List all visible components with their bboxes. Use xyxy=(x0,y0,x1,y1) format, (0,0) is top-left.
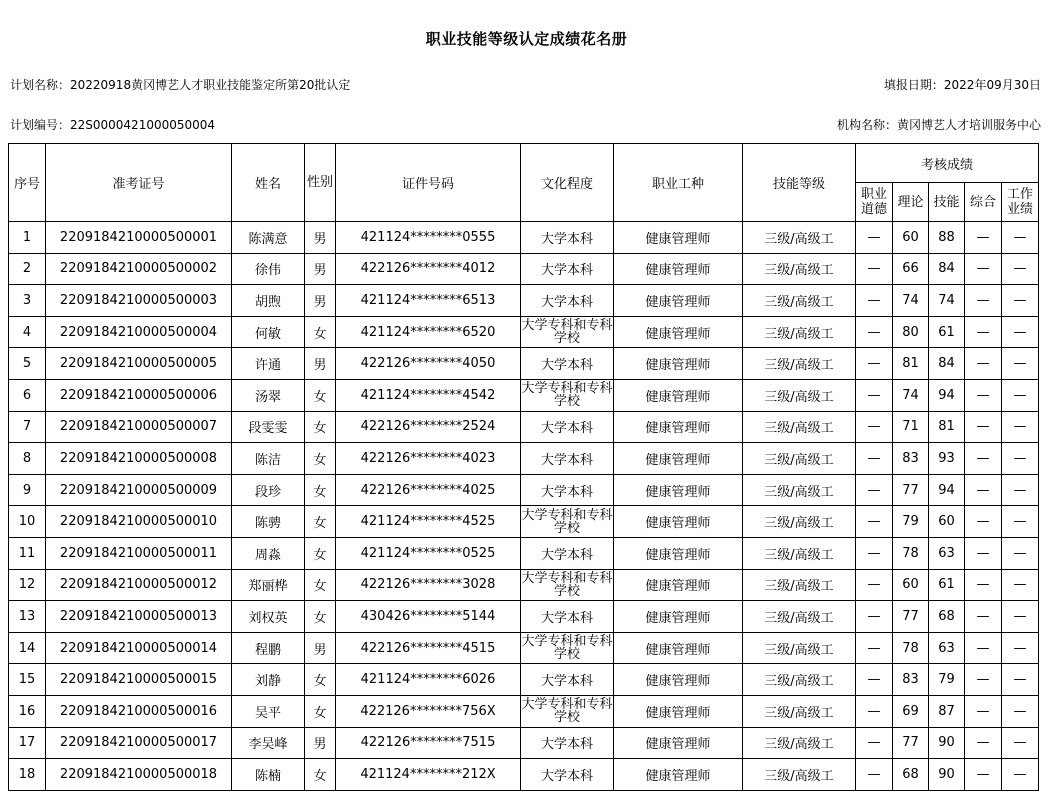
cell-id-no: 421124********6520 xyxy=(336,316,521,348)
cell-ethics: — xyxy=(856,727,893,759)
cell-ethics: — xyxy=(856,411,893,443)
table-row xyxy=(9,664,1039,696)
cell-id-no: 421124********4525 xyxy=(336,506,521,538)
cell-work: — xyxy=(1002,379,1039,411)
cell-ethics: — xyxy=(856,632,893,664)
cell-gender: 女 xyxy=(305,443,336,475)
cell-theory: 81 xyxy=(893,348,929,380)
cell-ethics: — xyxy=(856,348,893,380)
cell-gender: 女 xyxy=(305,474,336,506)
cell-comprehensive: — xyxy=(965,348,1002,380)
cell-occupation: 健康管理师 xyxy=(614,285,743,317)
cell-skill: 81 xyxy=(929,411,965,443)
cell-gender: 男 xyxy=(305,285,336,317)
cell-id-no: 422126********2524 xyxy=(336,411,521,443)
cell-level: 三级/高级工 xyxy=(743,601,856,633)
cell-occupation: 健康管理师 xyxy=(614,506,743,538)
cell-theory: 77 xyxy=(893,727,929,759)
cell-comprehensive: — xyxy=(965,569,1002,601)
cell-name: 何敏 xyxy=(232,316,305,348)
cell-occupation: 健康管理师 xyxy=(614,537,743,569)
cell-exam-no: 2209184210000500017 xyxy=(46,727,232,759)
cell-comprehensive: — xyxy=(965,411,1002,443)
cell-comprehensive: — xyxy=(965,601,1002,633)
cell-theory: 78 xyxy=(893,632,929,664)
cell-ethics: — xyxy=(856,379,893,411)
cell-level: 三级/高级工 xyxy=(743,537,856,569)
header-seq: 序号 xyxy=(9,144,46,222)
table-row xyxy=(9,348,1039,380)
cell-education: 大学专科和专科学校 xyxy=(521,570,613,599)
cell-comprehensive: — xyxy=(965,379,1002,411)
cell-skill: 88 xyxy=(929,222,965,254)
cell-name: 李吴峰 xyxy=(232,727,305,759)
cell-work: — xyxy=(1002,316,1039,348)
cell-name: 程鹏 xyxy=(232,632,305,664)
cell-work: — xyxy=(1002,506,1039,538)
cell-id-no: 422126********3028 xyxy=(336,569,521,601)
cell-occupation: 健康管理师 xyxy=(614,316,743,348)
cell-comprehensive: — xyxy=(965,664,1002,696)
cell-seq: 12 xyxy=(9,569,46,601)
header-ethics: 职业道德 xyxy=(856,183,893,222)
cell-exam-no: 2209184210000500014 xyxy=(46,632,232,664)
cell-comprehensive: — xyxy=(965,695,1002,727)
cell-name: 陈满意 xyxy=(232,222,305,254)
cell-ethics: — xyxy=(856,601,893,633)
cell-education: 大学专科和专科学校 xyxy=(521,507,613,536)
cell-education: 大学本科 xyxy=(521,474,614,506)
cell-occupation: 健康管理师 xyxy=(614,569,743,601)
cell-occupation: 健康管理师 xyxy=(614,664,743,696)
cell-level: 三级/高级工 xyxy=(743,474,856,506)
cell-id-no: 421124********6026 xyxy=(336,664,521,696)
cell-theory: 83 xyxy=(893,664,929,696)
cell-education: 大学本科 xyxy=(521,443,614,475)
cell-level: 三级/高级工 xyxy=(743,695,856,727)
cell-gender: 女 xyxy=(305,664,336,696)
cell-level: 三级/高级工 xyxy=(743,316,856,348)
cell-education: 大学本科 xyxy=(521,285,614,317)
cell-education: 大学本科 xyxy=(521,411,614,443)
cell-gender: 女 xyxy=(305,601,336,633)
cell-comprehensive: — xyxy=(965,759,1002,791)
cell-exam-no: 2209184210000500015 xyxy=(46,664,232,696)
cell-ethics: — xyxy=(856,316,893,348)
cell-seq: 8 xyxy=(9,443,46,475)
cell-name: 陈洁 xyxy=(232,443,305,475)
header-id-no: 证件号码 xyxy=(336,144,521,222)
header-name: 姓名 xyxy=(232,144,305,222)
cell-id-no: 422126********4050 xyxy=(336,348,521,380)
cell-skill: 63 xyxy=(929,632,965,664)
cell-seq: 10 xyxy=(9,506,46,538)
header-scores: 考核成绩 xyxy=(856,144,1039,183)
cell-level: 三级/高级工 xyxy=(743,253,856,285)
cell-seq: 18 xyxy=(9,759,46,791)
cell-work: — xyxy=(1002,664,1039,696)
cell-gender: 女 xyxy=(305,411,336,443)
cell-exam-no: 2209184210000500005 xyxy=(46,348,232,380)
cell-id-no: 421124********0525 xyxy=(336,537,521,569)
cell-name: 许通 xyxy=(232,348,305,380)
cell-id-no: 422126********4515 xyxy=(336,632,521,664)
table-row xyxy=(9,506,1039,538)
cell-ethics: — xyxy=(856,443,893,475)
cell-level: 三级/高级工 xyxy=(743,348,856,380)
cell-ethics: — xyxy=(856,759,893,791)
cell-occupation: 健康管理师 xyxy=(614,727,743,759)
cell-level: 三级/高级工 xyxy=(743,379,856,411)
cell-education: 大学本科 xyxy=(521,222,614,254)
cell-level: 三级/高级工 xyxy=(743,632,856,664)
cell-level: 三级/高级工 xyxy=(743,443,856,475)
cell-gender: 女 xyxy=(305,537,336,569)
cell-theory: 80 xyxy=(893,316,929,348)
cell-work: — xyxy=(1002,222,1039,254)
cell-work: — xyxy=(1002,695,1039,727)
cell-work: — xyxy=(1002,348,1039,380)
plan-number: 计划编号：22S0000421000050004 xyxy=(10,118,216,132)
cell-occupation: 健康管理师 xyxy=(614,379,743,411)
cell-seq: 14 xyxy=(9,632,46,664)
header-occupation: 职业工种 xyxy=(614,144,743,222)
cell-theory: 79 xyxy=(893,506,929,538)
cell-education: 大学本科 xyxy=(521,253,614,285)
cell-theory: 83 xyxy=(893,443,929,475)
cell-seq: 15 xyxy=(9,664,46,696)
header-exam-no: 准考证号 xyxy=(46,144,232,222)
cell-occupation: 健康管理师 xyxy=(614,474,743,506)
cell-ethics: — xyxy=(856,537,893,569)
cell-work: — xyxy=(1002,253,1039,285)
cell-skill: 87 xyxy=(929,695,965,727)
cell-name: 刘权英 xyxy=(232,601,305,633)
cell-ethics: — xyxy=(856,569,893,601)
page-title: 职业技能等级认定成绩花名册 xyxy=(425,30,628,48)
cell-id-no: 421124********6513 xyxy=(336,285,521,317)
cell-skill: 61 xyxy=(929,569,965,601)
cell-theory: 74 xyxy=(893,379,929,411)
cell-level: 三级/高级工 xyxy=(743,222,856,254)
table-row xyxy=(9,537,1039,569)
cell-ethics: — xyxy=(856,222,893,254)
cell-ethics: — xyxy=(856,285,893,317)
cell-education: 大学本科 xyxy=(521,727,614,759)
cell-skill: 74 xyxy=(929,285,965,317)
cell-skill: 84 xyxy=(929,253,965,285)
cell-name: 吴平 xyxy=(232,695,305,727)
cell-gender: 女 xyxy=(305,695,336,727)
cell-education: 大学专科和专科学校 xyxy=(521,318,613,347)
cell-name: 徐伟 xyxy=(232,253,305,285)
cell-skill: 93 xyxy=(929,443,965,475)
cell-exam-no: 2209184210000500006 xyxy=(46,379,232,411)
cell-level: 三级/高级工 xyxy=(743,664,856,696)
cell-occupation: 健康管理师 xyxy=(614,348,743,380)
cell-gender: 女 xyxy=(305,316,336,348)
cell-exam-no: 2209184210000500013 xyxy=(46,601,232,633)
cell-education: 大学本科 xyxy=(521,759,614,791)
cell-ethics: — xyxy=(856,253,893,285)
cell-name: 周淼 xyxy=(232,537,305,569)
cell-theory: 60 xyxy=(893,569,929,601)
cell-theory: 77 xyxy=(893,601,929,633)
cell-seq: 17 xyxy=(9,727,46,759)
cell-id-no: 421124********4542 xyxy=(336,379,521,411)
cell-work: — xyxy=(1002,411,1039,443)
cell-level: 三级/高级工 xyxy=(743,506,856,538)
cell-skill: 63 xyxy=(929,537,965,569)
table-row xyxy=(9,253,1039,285)
cell-education: 大学专科和专科学校 xyxy=(521,697,613,726)
cell-level: 三级/高级工 xyxy=(743,285,856,317)
cell-work: — xyxy=(1002,632,1039,664)
cell-skill: 84 xyxy=(929,348,965,380)
cell-ethics: — xyxy=(856,506,893,538)
cell-work: — xyxy=(1002,285,1039,317)
cell-comprehensive: — xyxy=(965,537,1002,569)
cell-occupation: 健康管理师 xyxy=(614,443,743,475)
cell-work: — xyxy=(1002,443,1039,475)
cell-work: — xyxy=(1002,537,1039,569)
cell-gender: 女 xyxy=(305,506,336,538)
cell-name: 陈楠 xyxy=(232,759,305,791)
cell-skill: 68 xyxy=(929,601,965,633)
table-row xyxy=(9,411,1039,443)
cell-exam-no: 2209184210000500007 xyxy=(46,411,232,443)
table-row xyxy=(9,316,1039,348)
cell-gender: 男 xyxy=(305,632,336,664)
cell-id-no: 430426********5144 xyxy=(336,601,521,633)
cell-occupation: 健康管理师 xyxy=(614,601,743,633)
cell-exam-no: 2209184210000500008 xyxy=(46,443,232,475)
cell-exam-no: 2209184210000500001 xyxy=(46,222,232,254)
cell-skill: 79 xyxy=(929,664,965,696)
header-level: 技能等级 xyxy=(743,144,856,222)
cell-seq: 2 xyxy=(9,253,46,285)
table-row xyxy=(9,695,1039,727)
cell-name: 陈骋 xyxy=(232,506,305,538)
cell-occupation: 健康管理师 xyxy=(614,695,743,727)
cell-comprehensive: — xyxy=(965,222,1002,254)
cell-theory: 69 xyxy=(893,695,929,727)
cell-name: 段雯雯 xyxy=(232,411,305,443)
cell-exam-no: 2209184210000500004 xyxy=(46,316,232,348)
cell-comprehensive: — xyxy=(965,253,1002,285)
header-work: 工作业绩 xyxy=(1002,183,1039,222)
cell-level: 三级/高级工 xyxy=(743,759,856,791)
header-gender: 性别 xyxy=(305,144,336,222)
cell-exam-no: 2209184210000500011 xyxy=(46,537,232,569)
cell-education: 大学本科 xyxy=(521,664,614,696)
cell-name: 郑丽桦 xyxy=(232,569,305,601)
cell-gender: 男 xyxy=(305,253,336,285)
cell-seq: 1 xyxy=(9,222,46,254)
cell-occupation: 健康管理师 xyxy=(614,411,743,443)
cell-theory: 71 xyxy=(893,411,929,443)
cell-skill: 60 xyxy=(929,506,965,538)
cell-work: — xyxy=(1002,474,1039,506)
cell-work: — xyxy=(1002,601,1039,633)
header-education: 文化程度 xyxy=(521,144,614,222)
cell-comprehensive: — xyxy=(965,443,1002,475)
cell-education: 大学本科 xyxy=(521,348,614,380)
cell-theory: 78 xyxy=(893,537,929,569)
table-row xyxy=(9,222,1039,254)
cell-ethics: — xyxy=(856,664,893,696)
cell-comprehensive: — xyxy=(965,285,1002,317)
roster-body xyxy=(9,222,1039,791)
cell-theory: 66 xyxy=(893,253,929,285)
cell-work: — xyxy=(1002,759,1039,791)
organization-name: 机构名称：黄冈博艺人才培训服务中心 xyxy=(836,118,1041,132)
table-row xyxy=(9,443,1039,475)
cell-exam-no: 2209184210000500010 xyxy=(46,506,232,538)
cell-exam-no: 2209184210000500009 xyxy=(46,474,232,506)
cell-id-no: 422126********756X xyxy=(336,695,521,727)
cell-level: 三级/高级工 xyxy=(743,569,856,601)
cell-gender: 男 xyxy=(305,727,336,759)
cell-comprehensive: — xyxy=(965,506,1002,538)
table-row xyxy=(9,632,1039,664)
cell-seq: 6 xyxy=(9,379,46,411)
cell-occupation: 健康管理师 xyxy=(614,632,743,664)
fill-date: 填报日期：2022年09月30日 xyxy=(883,78,1041,92)
cell-gender: 男 xyxy=(305,222,336,254)
table-row xyxy=(9,285,1039,317)
cell-work: — xyxy=(1002,569,1039,601)
table-row xyxy=(9,727,1039,759)
cell-theory: 74 xyxy=(893,285,929,317)
cell-theory: 77 xyxy=(893,474,929,506)
cell-seq: 16 xyxy=(9,695,46,727)
cell-name: 段珍 xyxy=(232,474,305,506)
cell-seq: 5 xyxy=(9,348,46,380)
cell-comprehensive: — xyxy=(965,316,1002,348)
cell-skill: 94 xyxy=(929,474,965,506)
cell-name: 汤翠 xyxy=(232,379,305,411)
cell-education: 大学本科 xyxy=(521,537,614,569)
header-skill: 技能 xyxy=(929,183,965,222)
table-row xyxy=(9,569,1039,601)
cell-seq: 3 xyxy=(9,285,46,317)
cell-occupation: 健康管理师 xyxy=(614,222,743,254)
header-comprehensive: 综合 xyxy=(965,183,1002,222)
table-row xyxy=(9,759,1039,791)
cell-exam-no: 2209184210000500018 xyxy=(46,759,232,791)
cell-skill: 94 xyxy=(929,379,965,411)
cell-id-no: 422126********4012 xyxy=(336,253,521,285)
cell-theory: 60 xyxy=(893,222,929,254)
cell-exam-no: 2209184210000500012 xyxy=(46,569,232,601)
cell-skill: 61 xyxy=(929,316,965,348)
cell-education: 大学专科和专科学校 xyxy=(521,634,613,663)
cell-id-no: 421124********0555 xyxy=(336,222,521,254)
cell-occupation: 健康管理师 xyxy=(614,253,743,285)
cell-seq: 4 xyxy=(9,316,46,348)
cell-work: — xyxy=(1002,727,1039,759)
cell-comprehensive: — xyxy=(965,727,1002,759)
cell-exam-no: 2209184210000500016 xyxy=(46,695,232,727)
cell-level: 三级/高级工 xyxy=(743,727,856,759)
cell-education: 大学本科 xyxy=(521,601,614,633)
cell-seq: 13 xyxy=(9,601,46,633)
cell-level: 三级/高级工 xyxy=(743,411,856,443)
plan-name: 计划名称：20220918黄冈博艺人才职业技能鉴定所第20批认定 xyxy=(10,78,351,92)
table-row xyxy=(9,474,1039,506)
cell-ethics: — xyxy=(856,695,893,727)
cell-ethics: — xyxy=(856,474,893,506)
cell-comprehensive: — xyxy=(965,474,1002,506)
cell-gender: 女 xyxy=(305,759,336,791)
cell-occupation: 健康管理师 xyxy=(614,759,743,791)
cell-gender: 男 xyxy=(305,348,336,380)
cell-name: 胡煦 xyxy=(232,285,305,317)
score-roster-table xyxy=(8,143,1039,791)
cell-theory: 68 xyxy=(893,759,929,791)
cell-education: 大学专科和专科学校 xyxy=(521,381,613,410)
cell-seq: 7 xyxy=(9,411,46,443)
header-theory: 理论 xyxy=(893,183,929,222)
cell-skill: 90 xyxy=(929,759,965,791)
cell-seq: 9 xyxy=(9,474,46,506)
cell-exam-no: 2209184210000500003 xyxy=(46,285,232,317)
cell-gender: 女 xyxy=(305,379,336,411)
cell-comprehensive: — xyxy=(965,632,1002,664)
cell-id-no: 422126********4025 xyxy=(336,474,521,506)
cell-exam-no: 2209184210000500002 xyxy=(46,253,232,285)
table-row xyxy=(9,601,1039,633)
cell-id-no: 422126********7515 xyxy=(336,727,521,759)
cell-skill: 90 xyxy=(929,727,965,759)
cell-name: 刘静 xyxy=(232,664,305,696)
cell-gender: 女 xyxy=(305,569,336,601)
table-row xyxy=(9,379,1039,411)
cell-seq: 11 xyxy=(9,537,46,569)
cell-id-no: 422126********4023 xyxy=(336,443,521,475)
cell-id-no: 421124********212X xyxy=(336,759,521,791)
